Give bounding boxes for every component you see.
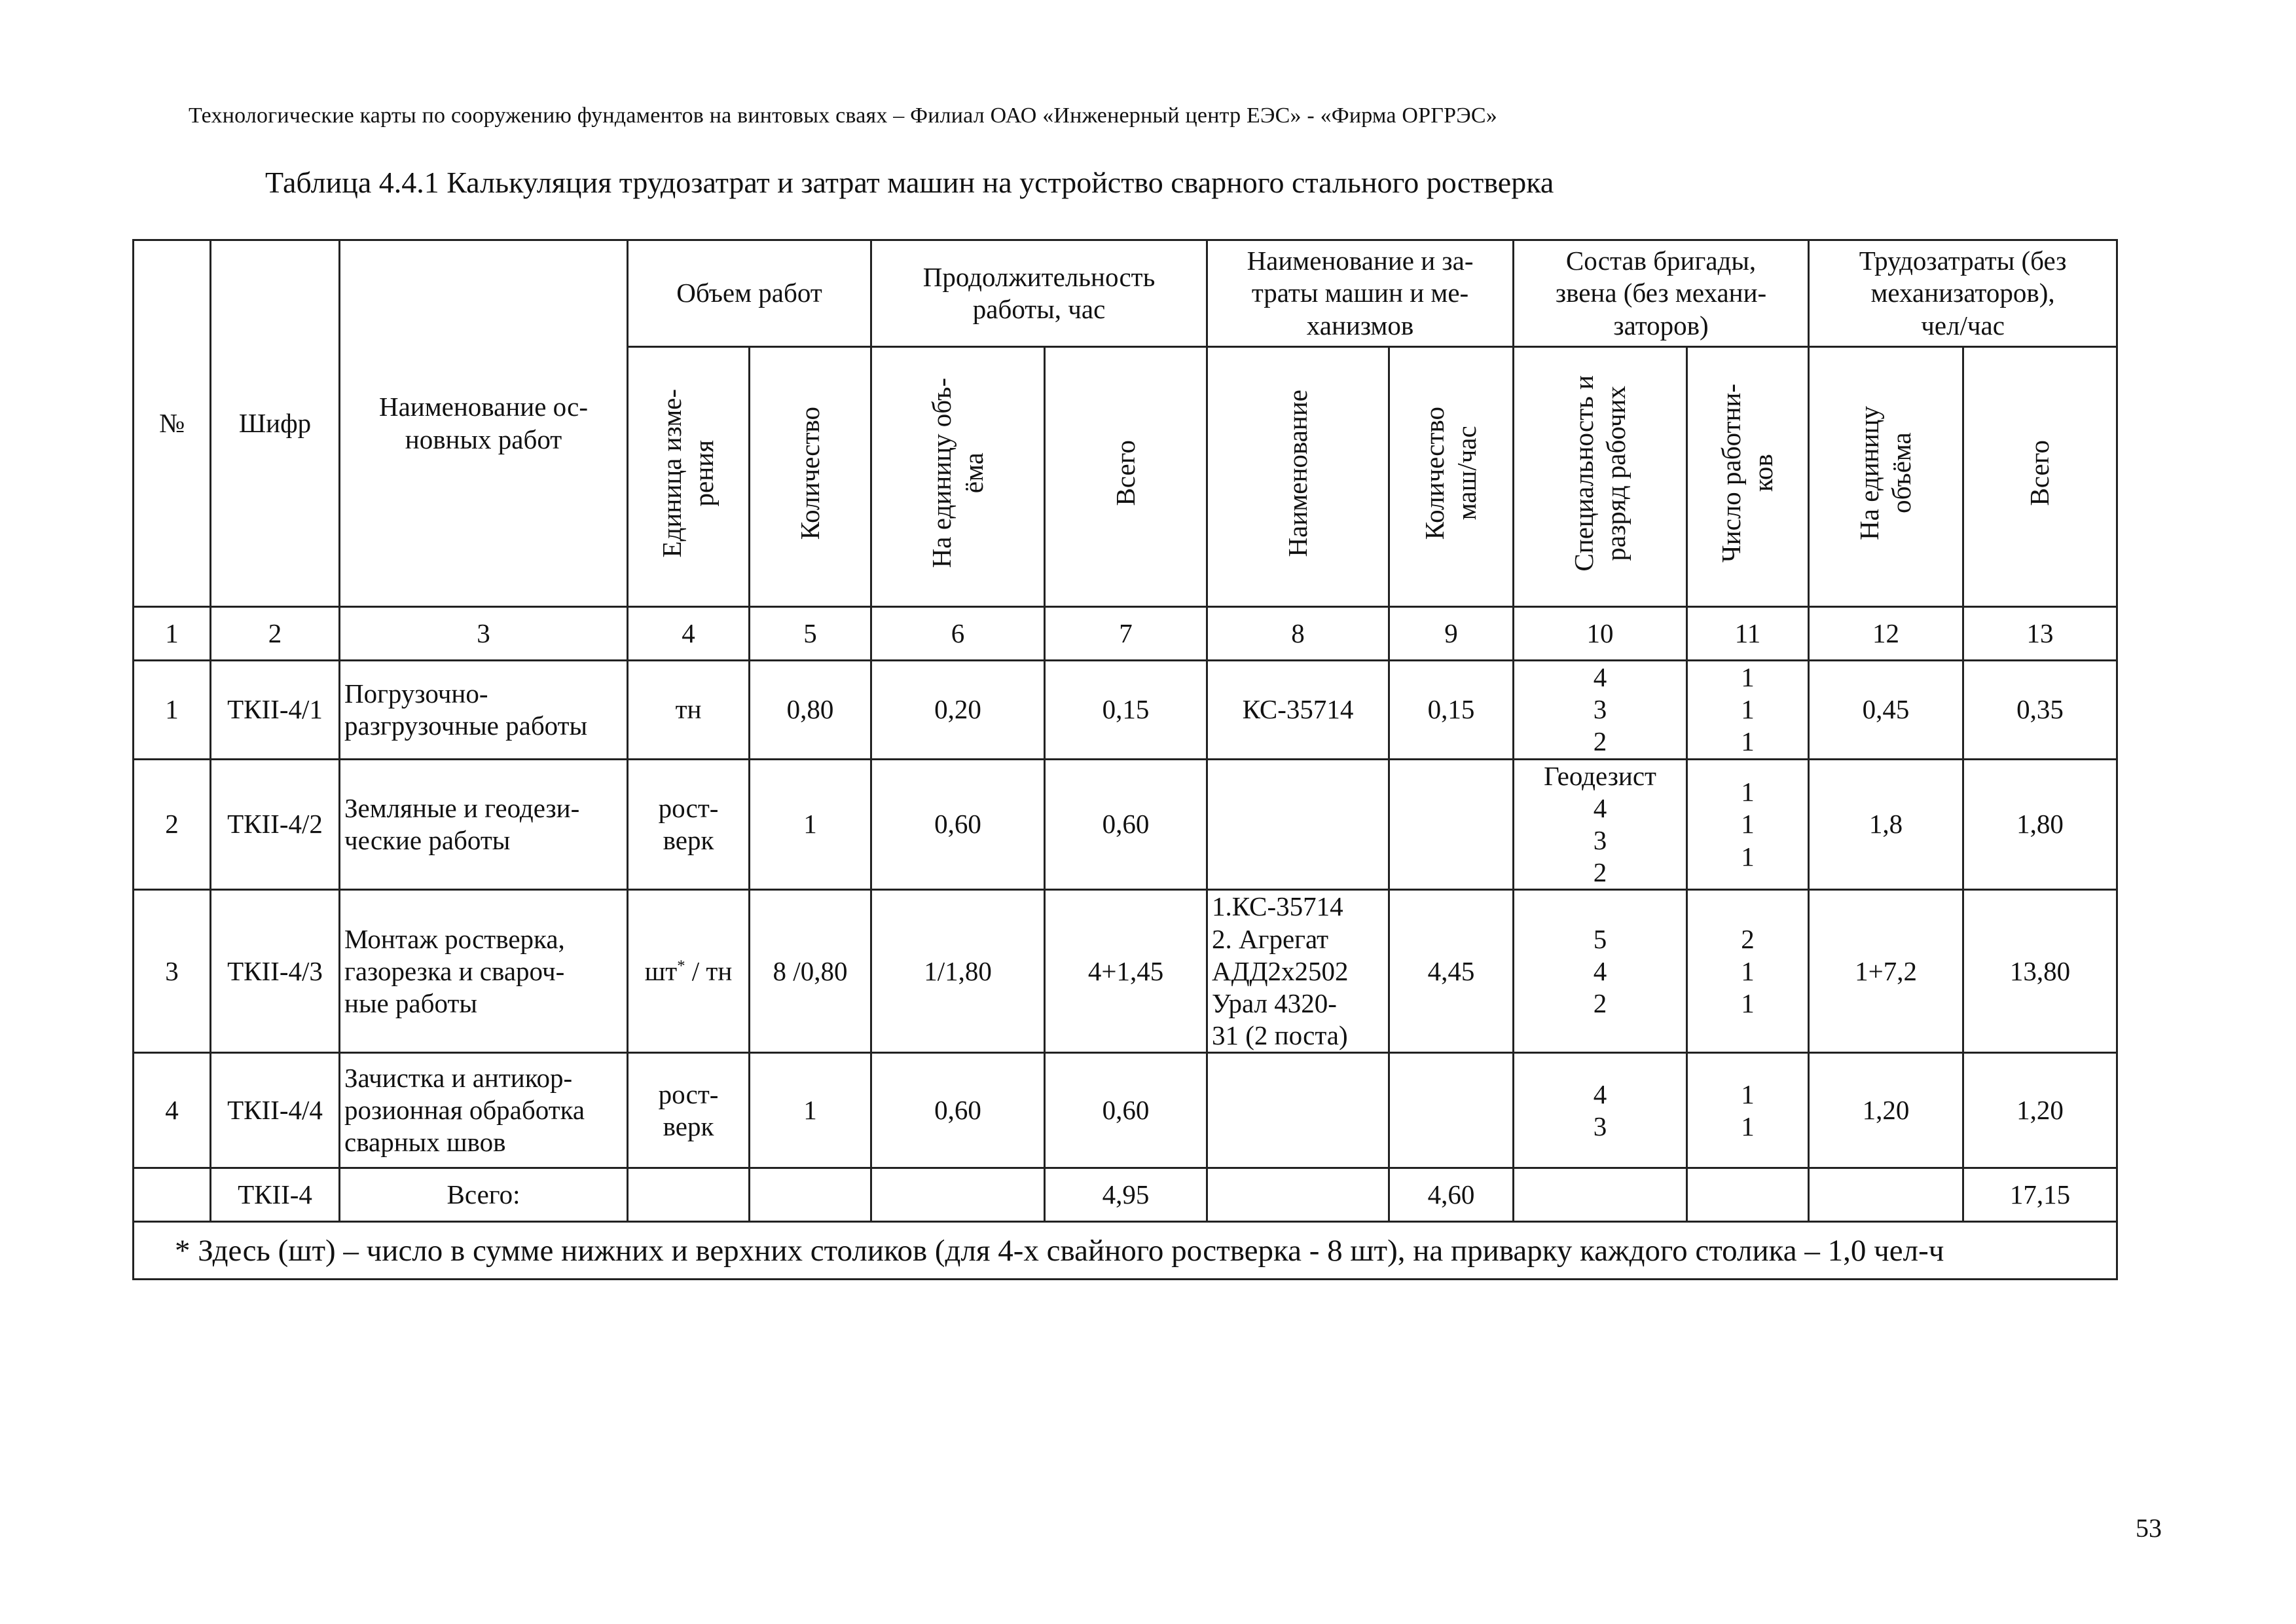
total-empty <box>871 1168 1045 1222</box>
header-labor-per-unit: На единицу объёма <box>1854 405 1917 540</box>
total-empty <box>1207 1168 1389 1222</box>
footnote-marker: * <box>677 957 685 975</box>
column-number: 2 <box>211 607 340 661</box>
total-empty <box>750 1168 871 1222</box>
header-unit: Единица изме- рения <box>657 388 720 558</box>
row-labor-per-unit: 0,45 <box>1809 661 1963 760</box>
row-work-name: Погрузочно- разгрузочные работы <box>340 661 628 760</box>
row-unit-main: шт <box>644 955 678 986</box>
header-machine-qty: Количество маш/час <box>1419 406 1482 540</box>
row-workers: 1 1 1 <box>1687 759 1809 890</box>
total-label: Всего: <box>340 1168 628 1222</box>
row-unit: рост- верк <box>628 759 750 890</box>
table-title: Таблица 4.4.1 Калькуляция трудозатрат и затрат машин на устройство сварного стального ростверка <box>265 166 1554 199</box>
row-num: 2 <box>134 759 211 890</box>
row-per-unit: 1/1,80 <box>871 890 1045 1053</box>
column-number: 6 <box>871 607 1045 661</box>
row-quantity: 1 <box>750 759 871 890</box>
column-number: 5 <box>750 607 871 661</box>
table-row <box>134 661 2117 760</box>
row-workers: 1 1 <box>1687 1053 1809 1168</box>
header-specialty: Специальность и разряд рабочих <box>1568 375 1631 572</box>
row-num: 1 <box>134 661 211 760</box>
header-code: Шифр <box>211 240 340 607</box>
row-machine <box>1207 1053 1389 1168</box>
row-quantity: 1 <box>750 1053 871 1168</box>
row-machine: 1.КС-35714 2. Агрегат АДД2х2502 Урал 4320- 31 (2 поста) <box>1207 890 1389 1053</box>
column-number: 13 <box>1963 607 2117 661</box>
row-labor-total: 1,20 <box>1963 1053 2117 1168</box>
header-total-duration: Всего <box>1110 440 1140 506</box>
row-quantity: 8 /0,80 <box>750 890 871 1053</box>
header-duration: Продолжительность работы, час <box>871 240 1207 347</box>
header-machine-name: Наименование <box>1282 389 1313 557</box>
total-row <box>134 1168 2117 1222</box>
header-work-name: Наименование ос- новных работ <box>340 240 628 607</box>
column-number: 9 <box>1389 607 1514 661</box>
page-number: 53 <box>2136 1513 2162 1543</box>
row-total-duration: 0,60 <box>1045 759 1207 890</box>
row-workers: 1 1 1 <box>1687 661 1809 760</box>
row-quantity: 0,80 <box>750 661 871 760</box>
row-labor-per-unit: 1,20 <box>1809 1053 1963 1168</box>
column-number: 8 <box>1207 607 1389 661</box>
row-code: ТКII-4/3 <box>211 890 340 1053</box>
header-labor: Трудозатраты (без механизаторов), чел/час <box>1809 240 2117 347</box>
row-machine-qty <box>1389 1053 1514 1168</box>
column-number: 12 <box>1809 607 1963 661</box>
column-number: 1 <box>134 607 211 661</box>
column-number: 11 <box>1687 607 1809 661</box>
row-work-name: Земляные и геодези- ческие работы <box>340 759 628 890</box>
running-header: Технологические карты по сооружению фундаментов на винтовых сваях – Филиал ОАО «Инженерный центр ЕЭС» - «Фирма ОРГРЭС» <box>189 103 1497 128</box>
total-num-empty <box>134 1168 211 1222</box>
labor-calculation-table <box>132 239 2118 1280</box>
row-per-unit: 0,60 <box>871 759 1045 890</box>
row-unit-rest: / тн <box>685 955 733 986</box>
header-row-top <box>134 240 2117 347</box>
footnote-row <box>134 1222 2117 1280</box>
total-code: ТКII-4 <box>211 1168 340 1222</box>
column-number: 10 <box>1514 607 1687 661</box>
column-number: 7 <box>1045 607 1207 661</box>
row-specialty: 4 3 2 <box>1514 661 1687 760</box>
row-workers: 2 1 1 <box>1687 890 1809 1053</box>
row-labor-per-unit: 1+7,2 <box>1809 890 1963 1053</box>
row-unit <box>628 890 750 1053</box>
row-labor-total: 1,80 <box>1963 759 2117 890</box>
row-total-duration: 0,60 <box>1045 1053 1207 1168</box>
header-quantity: Количество <box>794 406 825 540</box>
header-volume: Объем работ <box>628 240 871 347</box>
total-empty <box>1687 1168 1809 1222</box>
header-workers: Число работни- ков <box>1716 383 1779 563</box>
row-specialty: 5 4 2 <box>1514 890 1687 1053</box>
footnote: * Здесь (шт) – число в сумме нижних и верхних столиков (для 4-х свайного ростверка - 8 шт), на приварку каждого столика – 1,0 чел-ч <box>134 1222 2117 1280</box>
row-machine-qty <box>1389 759 1514 890</box>
table-row <box>134 890 2117 1053</box>
total-duration: 4,95 <box>1045 1168 1207 1222</box>
row-machine-qty: 4,45 <box>1389 890 1514 1053</box>
row-per-unit: 0,20 <box>871 661 1045 760</box>
row-total-duration: 0,15 <box>1045 661 1207 760</box>
row-unit: тн <box>628 661 750 760</box>
row-code: ТКII-4/4 <box>211 1053 340 1168</box>
total-empty <box>628 1168 750 1222</box>
row-work-name: Монтаж ростверка, газорезка и свароч- ные работы <box>340 890 628 1053</box>
header-crew: Состав бригады, звена (без механи- заторов) <box>1514 240 1809 347</box>
row-labor-total: 0,35 <box>1963 661 2117 760</box>
header-labor-total: Всего <box>2024 440 2055 506</box>
row-code: ТКII-4/1 <box>211 661 340 760</box>
row-specialty: Геодезист 4 3 2 <box>1514 759 1687 890</box>
row-unit: рост- верк <box>628 1053 750 1168</box>
row-machine <box>1207 759 1389 890</box>
row-num: 3 <box>134 890 211 1053</box>
header-machines: Наименование и за- траты машин и ме- ханизмов <box>1207 240 1514 347</box>
row-num: 4 <box>134 1053 211 1168</box>
row-total-duration: 4+1,45 <box>1045 890 1207 1053</box>
row-specialty: 4 3 <box>1514 1053 1687 1168</box>
total-empty <box>1809 1168 1963 1222</box>
column-number: 4 <box>628 607 750 661</box>
row-per-unit: 0,60 <box>871 1053 1045 1168</box>
total-empty <box>1514 1168 1687 1222</box>
header-num: № <box>134 240 211 607</box>
total-machine-qty: 4,60 <box>1389 1168 1514 1222</box>
row-labor-per-unit: 1,8 <box>1809 759 1963 890</box>
row-work-name: Зачистка и антикор- розионная обработка сварных швов <box>340 1053 628 1168</box>
header-per-unit: На единицу объ- ёма <box>926 378 989 568</box>
row-machine: КС-35714 <box>1207 661 1389 760</box>
column-number: 3 <box>340 607 628 661</box>
total-labor: 17,15 <box>1963 1168 2117 1222</box>
column-number-row <box>134 607 2117 661</box>
row-code: ТКII-4/2 <box>211 759 340 890</box>
row-labor-total: 13,80 <box>1963 890 2117 1053</box>
table-row <box>134 1053 2117 1168</box>
row-machine-qty: 0,15 <box>1389 661 1514 760</box>
table-row <box>134 759 2117 890</box>
